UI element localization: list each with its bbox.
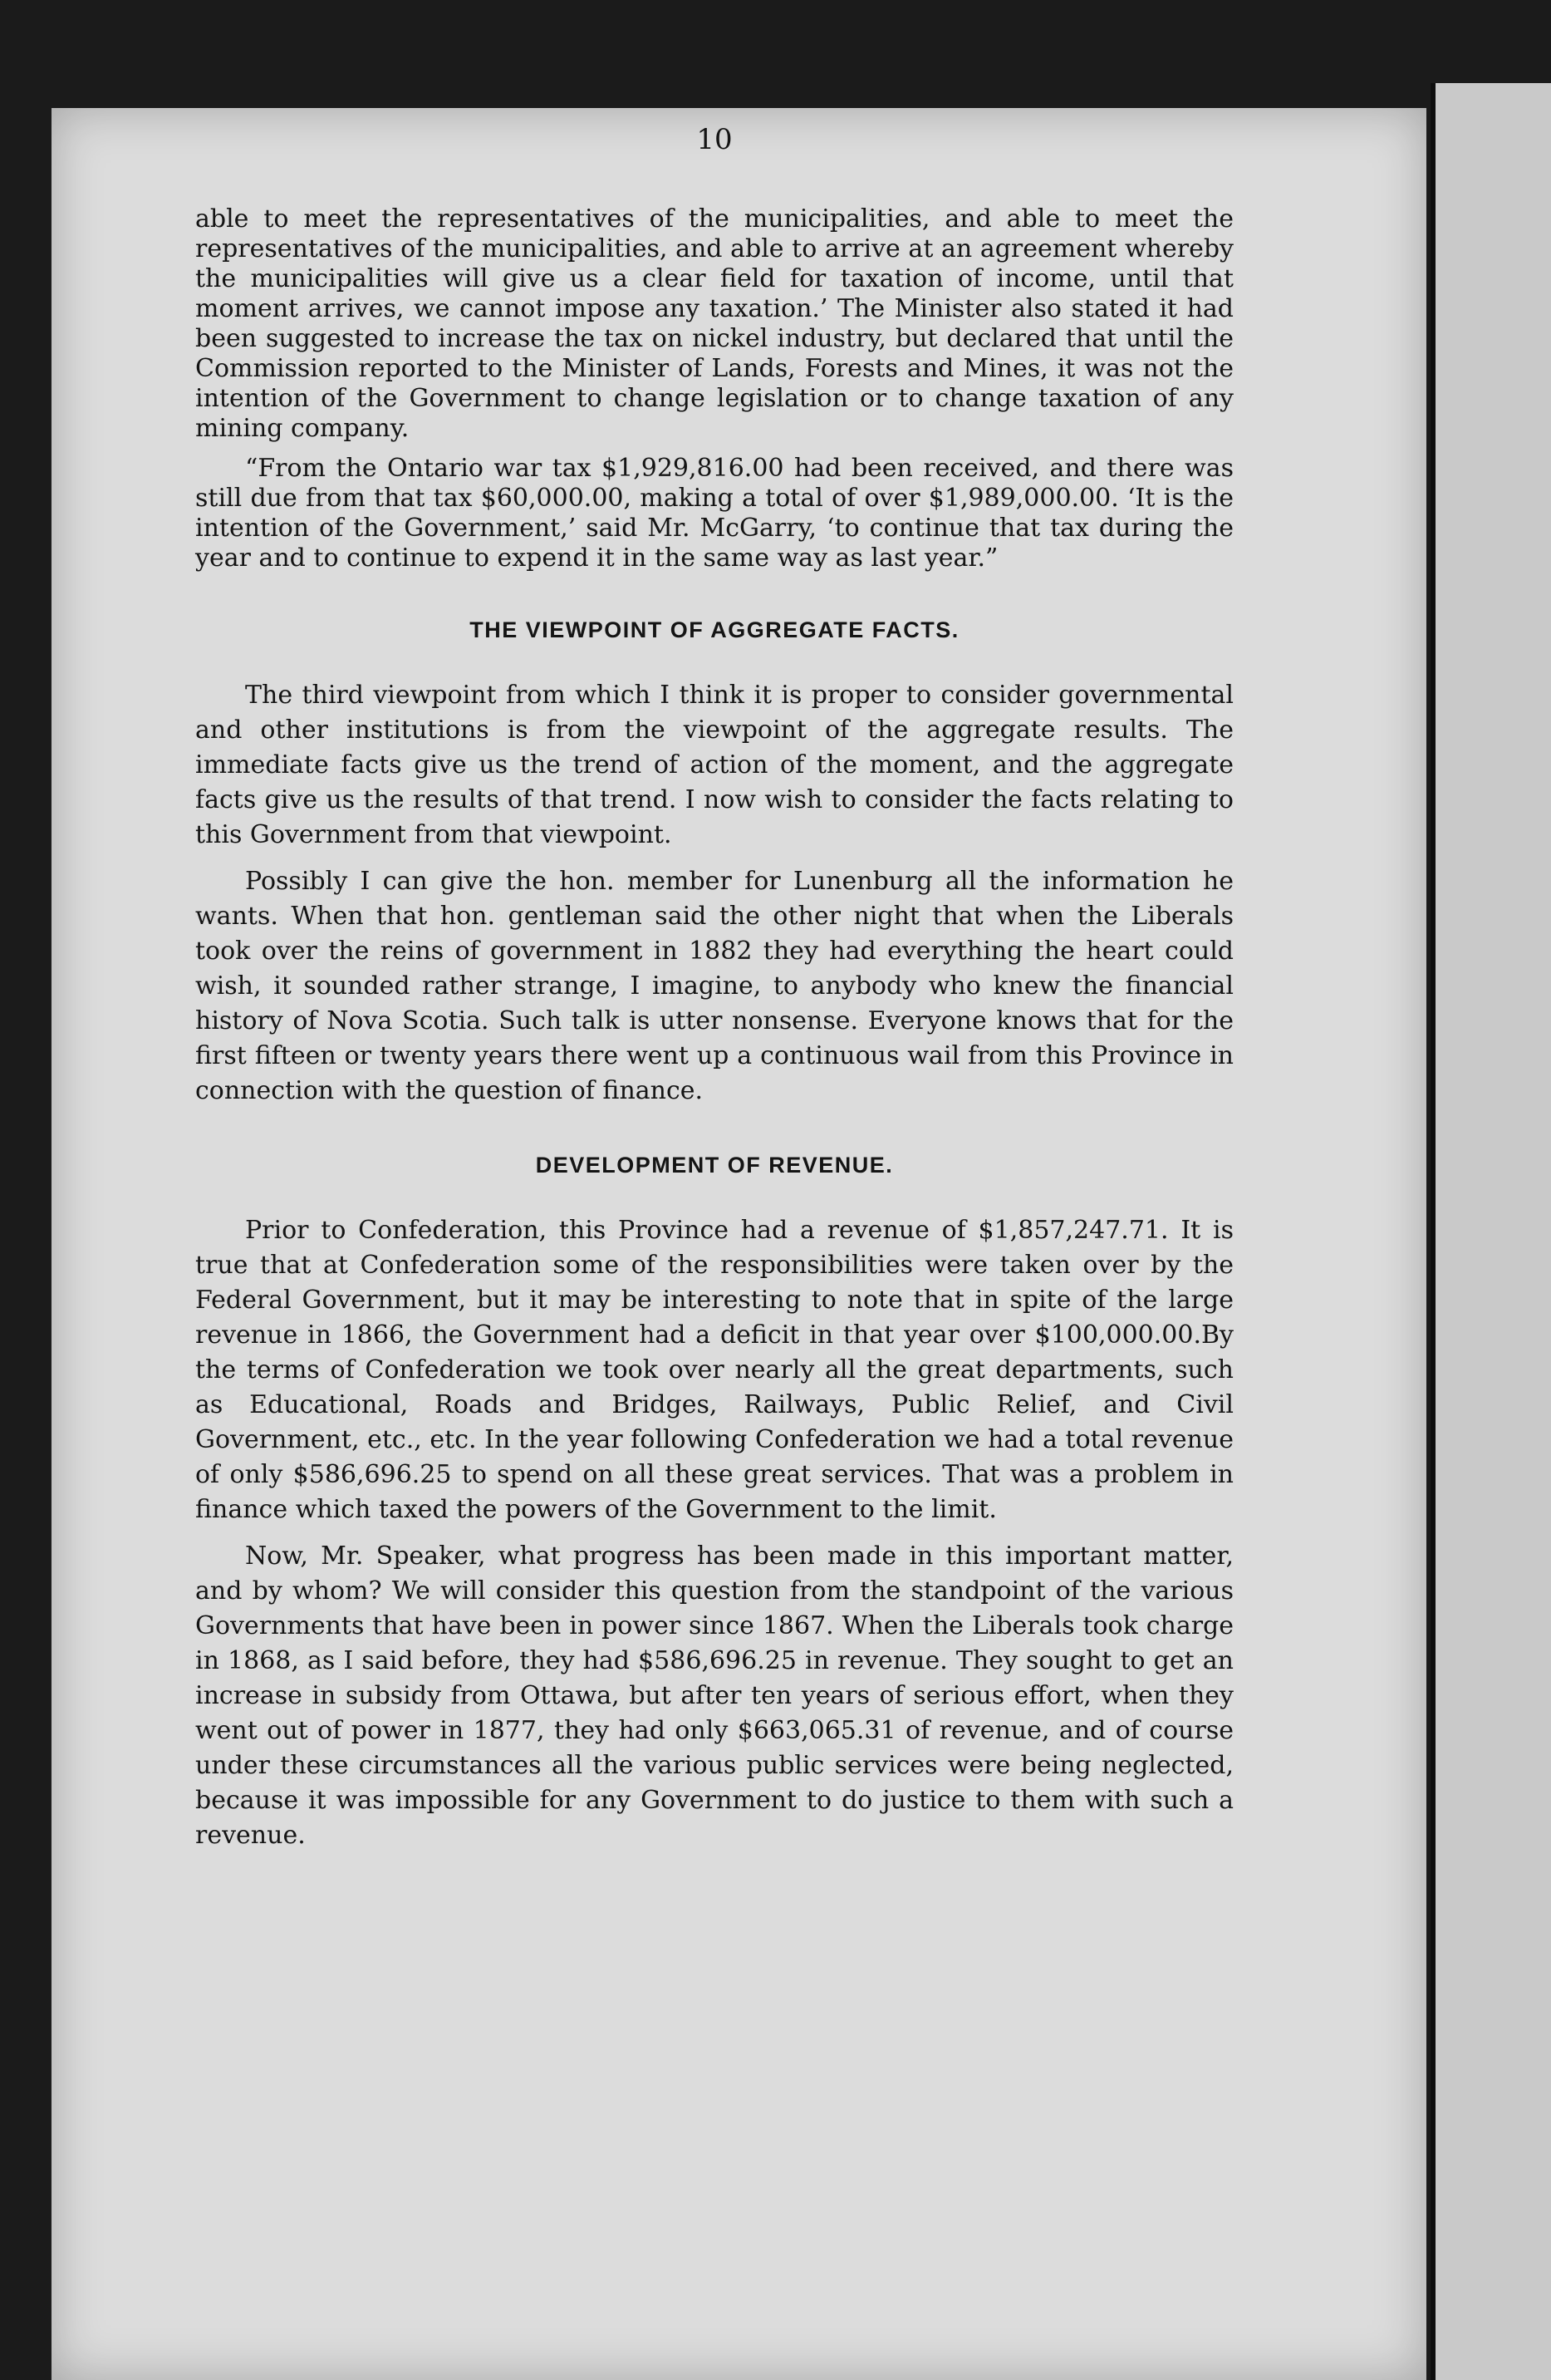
page-number: 10 (696, 123, 733, 156)
paragraph: Possibly I can give the hon. member for Lunenburg all the information he wants. When that hon. gentleman said the other night that when the Liberals took over the reins of government in 1882 they had everything the heart could wish, it sounded rather strange, I imagine, to anybody who knew the financial history of Nova Scotia. Such talk is utter nonsense. Everyone knows that for the first fifteen or twenty years there went up a continuous wail from this Province in connection with the question of finance. (195, 867, 1234, 1105)
section-heading: DEVELOPMENT OF REVENUE. (535, 1153, 894, 1178)
section-heading: THE VIEWPOINT OF AGGREGATE FACTS. (469, 617, 960, 642)
page-content (195, 125, 1234, 1853)
adjacent-page-edge (1431, 83, 1551, 2380)
paragraph: The third viewpoint from which I think it is proper to consider governmental and other institutions is from the viewpoint of the aggregate results. The immediate facts give us the trend of action of the moment, and the aggregate facts give us the results of that trend. I now wish to consider the facts relating to this Government from that viewpoint. (195, 681, 1234, 849)
section-viewpoint (195, 615, 1234, 1109)
section-revenue (195, 1150, 1234, 1853)
paragraph: able to meet the representatives of the municipalities, and able to meet the representatives of the municipalities, and able to arrive at an agreement whereby the municipalities will give us a clear field for taxation of income, until that moment arrives, we cannot impose any taxation.’ The Minister also stated it had been suggested to increase the tax on nickel industry, but declared that until the Commission reported to the Minister of Lands, Forests and Mines, it was not the intention of the Government to change legislation or to change taxation of any mining company. (195, 204, 1234, 443)
paragraph: Prior to Confederation, this Province had a revenue of $1,857,247.71. It is true that at Confederation some of the responsibilities were taken over by the Federal Government, but it may be interesting to note that in spite of the large revenue in 1866, the Government had a deficit in that year over $100,000.00.By the terms of Confederation we took over nearly all the great departments, such as Educational, Roads and Bridges, Railways, Public Relief, and Civil Government, etc., etc. In the year following Confederation we had a total revenue of only $586,696.25 to spend on all these great services. That was a problem in finance which taxed the powers of the Government to the limit. (195, 1216, 1234, 1524)
paragraph: “From the Ontario war tax $1,929,816.00 had been received, and there was still due from that tax $60,000.00, making a total of over $1,989,000.00. ‘It is the intention of the Government,’ said Mr. McGarry, ‘to continue that tax during the year and to continue to expend it in the same way as last year.” (195, 454, 1234, 573)
paragraph: Now, Mr. Speaker, what progress has been made in this important matter, and by whom? We will consider this question from the standpoint of the various Governments that have been in power since 1867. When the Liberals took charge in 1868, as I said before, they had $586,696.25 in revenue. They sought to get an increase in subsidy from Ottawa, but after ten years of serious effort, when they went out of power in 1877, they had only $663,065.31 of revenue, and of course under these circumstances all the various public services were being neglected, because it was impossible for any Government to do justice to them with such a revenue. (195, 1542, 1234, 1850)
